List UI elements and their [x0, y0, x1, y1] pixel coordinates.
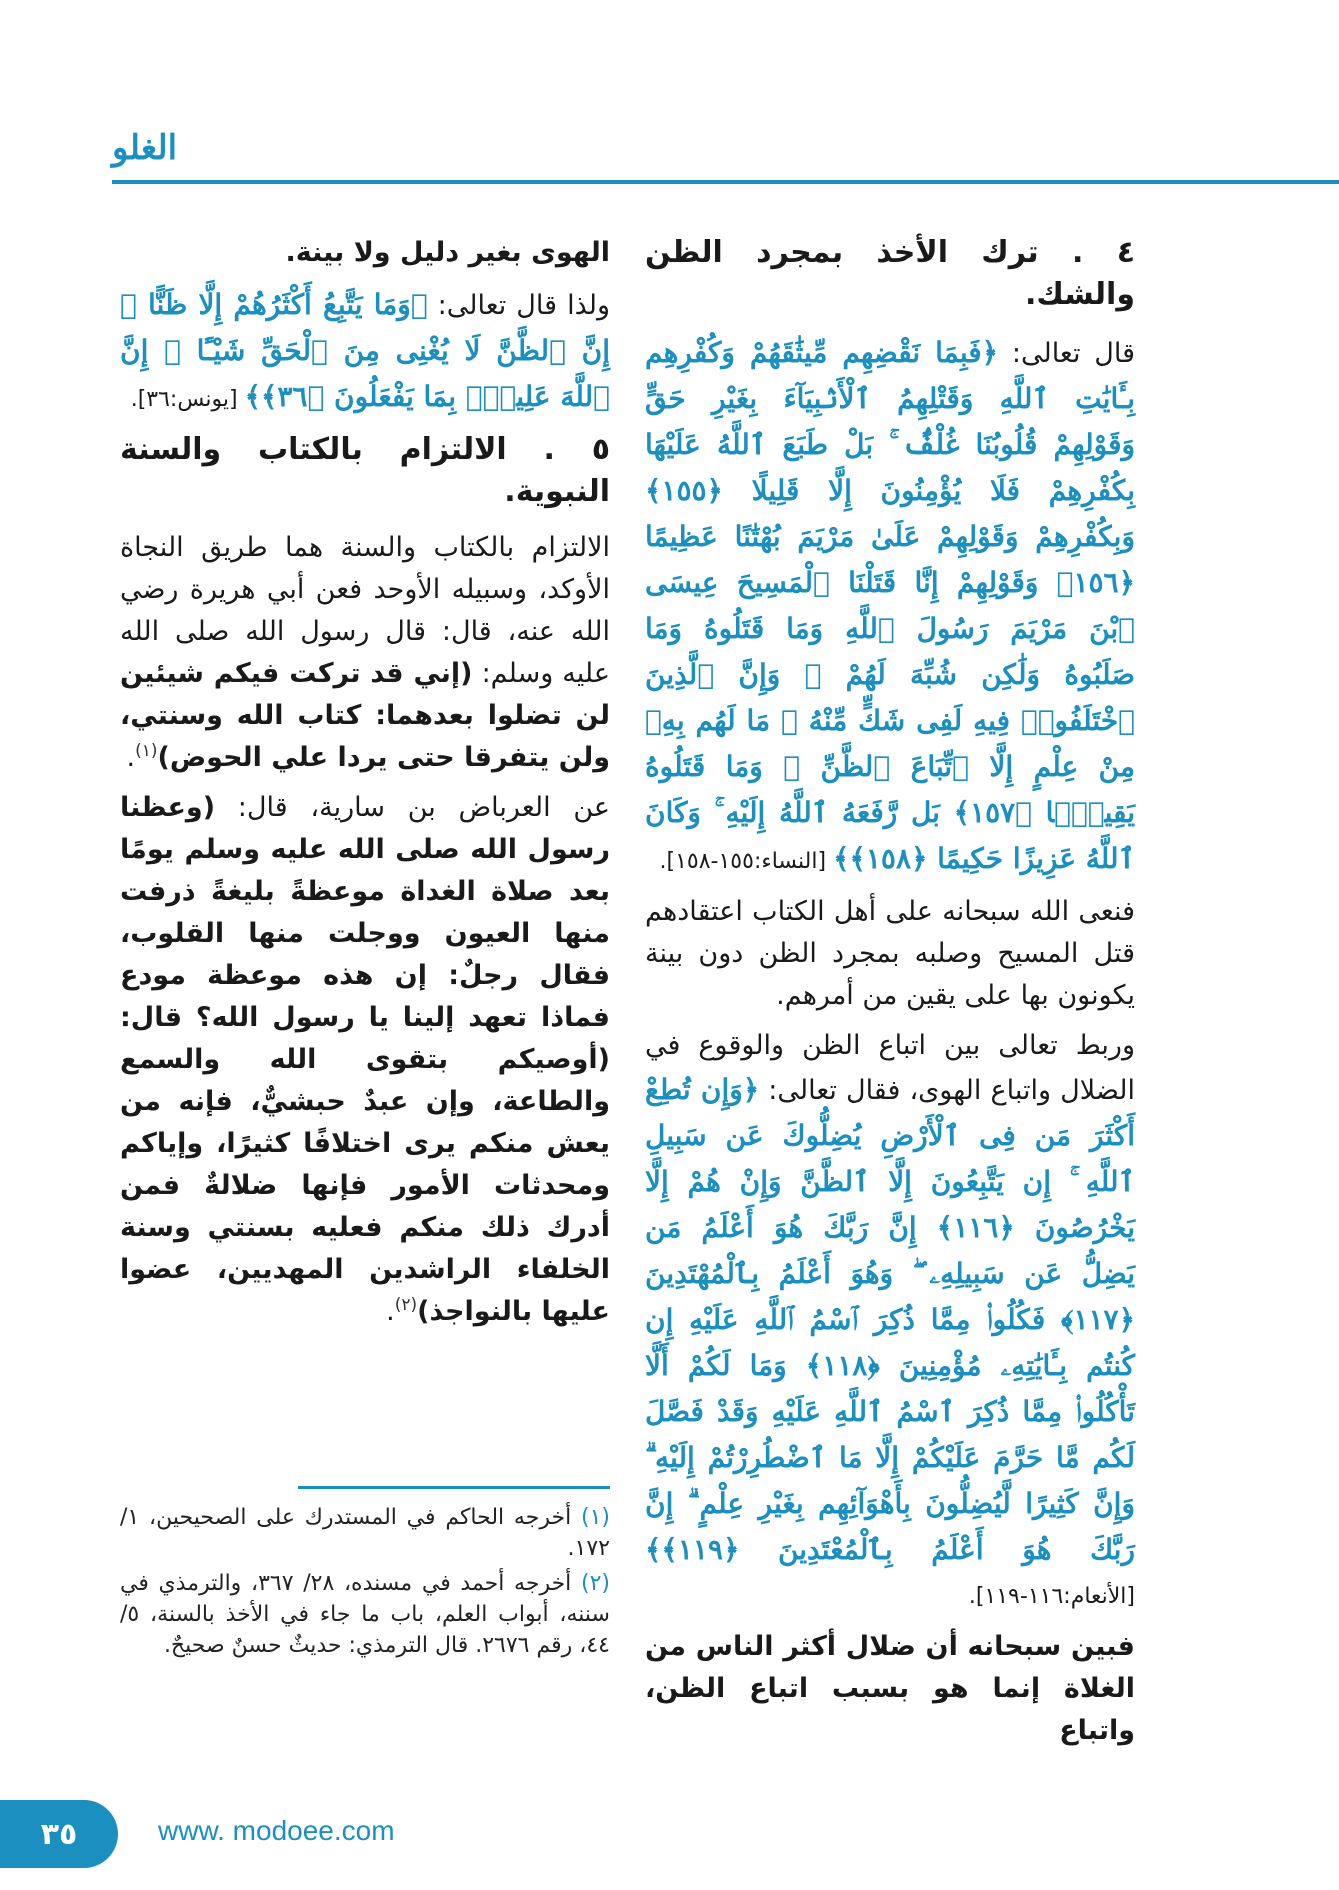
footnote-item [120, 1568, 610, 1661]
paragraph-lead: عن العرباض بن سارية، قال: [215, 792, 610, 823]
paragraph-continuation: الهوى بغير دليل ولا بينة. [285, 237, 610, 268]
hadith-text: (إني قد تركت فيكم شيئين لن تضلوا بعدهما: كتاب الله وسنتي، ولن يتفرقا حتى يردا علي الحوض) [120, 658, 610, 773]
footnote-item [120, 1502, 610, 1564]
chapter-title: الغلو [112, 128, 178, 168]
website-link[interactable]: www. modoee.com [158, 1815, 395, 1846]
footnote-divider [298, 1486, 610, 1489]
paragraph-yunus-verse [120, 282, 610, 421]
header-divider [112, 180, 1339, 184]
section-heading-4: ٤ . ترك الأخذ بمجرد الظن والشك. [645, 235, 1135, 312]
quran-verse-nisa: ﴿فَبِمَا نَقْضِهِم مِّيثَٰقَهُمْ وَكُفْرِهِم بِـَٔايَٰتِ ٱللَّهِ وَقَتْلِهِمُ ٱلْأَنۢبِيَآءَ بِغَيْرِ حَقٍّ وَقَوْلِهِمْ قُلُوبُنَا غُلْفٌۢ ۚ بَلْ طَبَعَ ٱللَّهُ عَلَيْهَا بِكُفْرِهِمْ فَلَا يُؤْمِنُونَ إِلَّا قَلِيلًا ﴿١٥٥﴾ وَبِكُفْرِهِمْ وَقَوْلِهِمْ عَلَىٰ مَرْيَمَ بُهْتَٰنًا عَظِيمًا ﴿١٥٦﴾ وَقَوْلِهِمْ إِنَّا قَتَلْنَا ٱلْمَسِيحَ عِيسَى ٱبْنَ مَرْيَمَ رَسُولَ ٱللَّهِ وَمَا قَتَلُوهُ وَمَا صَلَبُوهُ وَلَٰكِن شُبِّهَ لَهُمْ ۚ وَإِنَّ ٱلَّذِينَ ٱخْتَلَفُوا۟ فِيهِ لَفِى شَكٍّ مِّنْهُ ۚ مَا لَهُم بِهِۦ مِنْ عِلْمٍ إِلَّا ٱتِّبَاعَ ٱلظَّنِّ ۚ وَمَا قَتَلُوهُ يَقِينًۢا ﴿١٥٧﴾ بَل رَّفَعَهُ ٱللَّهُ إِلَيْهِ ۚ وَكَانَ ٱللَّهُ عَزِيزًا حَكِيمًا ﴿١٥٨﴾﴾ [645, 336, 1135, 875]
section-heading-5: ٥ . الالتزام بالكتاب والسنة النبوية. [120, 432, 610, 509]
footnote-marker: (١) [135, 741, 158, 761]
left-column [120, 232, 610, 1341]
sentence-end: . [386, 1296, 395, 1327]
footnote-text: أخرجه الحاكم في المستدرك على الصحيحين، ١/ ١٧٢. [120, 1505, 610, 1561]
verse-reference: [الأنعام:١١٦-١١٩]. [968, 1584, 1135, 1609]
paragraph-nisa-verse [645, 330, 1135, 883]
paragraph-lead: وربط تعالى بين اتباع الظن والوقوع في الضلال واتباع الهوى، فقال تعالى: [645, 1030, 1135, 1106]
hadith-text: (وعظنا رسول الله صلى الله عليه وسلم يومًا بعد صلاة الغداة موعظةً بليغةً ذرفت منها العيون ووجلت منها القلوب، فقال رجلٌ: إن هذه موعظة مودع فماذا تعهد إلينا يا رسول الله؟ قال: (أوصيكم بتقوى الله والسمع والطاعة، وإن عبدٌ حبشيٌّ، فإنه من يعش منكم يرى اختلافًا كثيرًا، وإياكم ومحدثات الأمور فإنها ضلالةٌ فمن أدرك ذلك منكم فعليه بسنتي وسنة الخلفاء الراشدين المهديين، عضوا عليها بالنواجذ) [120, 792, 610, 1327]
footnote-number: (٢) [580, 1571, 610, 1596]
quran-verse-anam: ﴿وَإِن تُطِعْ أَكْثَرَ مَن فِى ٱلْأَرْضِ يُضِلُّوكَ عَن سَبِيلِ ٱللَّهِ ۚ إِن يَتَّبِعُونَ إِلَّا ٱلظَّنَّ وَإِنْ هُمْ إِلَّا يَخْرُصُونَ ﴿١١٦﴾ إِنَّ رَبَّكَ هُوَ أَعْلَمُ مَن يَضِلُّ عَن سَبِيلِهِۦ ۖ وَهُوَ أَعْلَمُ بِٱلْمُهْتَدِينَ ﴿١١٧﴾ فَكُلُوا۟ مِمَّا ذُكِرَ ٱسْمُ ٱللَّهِ عَلَيْهِ إِن كُنتُم بِـَٔايَٰتِهِۦ مُؤْمِنِينَ ﴿١١٨﴾ وَمَا لَكُمْ أَلَّا تَأْكُلُوا۟ مِمَّا ذُكِرَ ٱسْمُ ٱللَّهِ عَلَيْهِ وَقَدْ فَصَّلَ لَكُم مَّا حَرَّمَ عَلَيْكُمْ إِلَّا مَا ٱضْطُرِرْتُمْ إِلَيْهِ ۗ وَإِنَّ كَثِيرًا لَّيُضِلُّونَ بِأَهْوَآئِهِم بِغَيْرِ عِلْمٍ ۗ إِنَّ رَبَّكَ هُوَ أَعْلَمُ بِٱلْمُعْتَدِينَ ﴿١١٩﴾﴾ [645, 1073, 1136, 1566]
sentence-end: . [126, 742, 136, 773]
page-number: ٣٥ [0, 1800, 118, 1868]
paragraph-anam-verse [645, 1025, 1135, 1618]
paragraph-lead: الالتزام بالكتاب والسنة هما طريق النجاة الأوكد، وسبيله الأوحد فعن أبي هريرة رضي الله عنه، قال: قال رسول الله صلى الله عليه وسلم: [120, 532, 610, 689]
paragraph-lead: ولذا قال تعالى: [427, 290, 611, 321]
verse-reference: [يونس:٣٦]. [130, 387, 245, 412]
footnote-number: (١) [580, 1505, 610, 1530]
paragraph-lead: قال تعالى: [998, 338, 1136, 369]
verse-reference: [النساء:١٥٥-١٥٨]. [659, 849, 834, 874]
paragraph-commentary: فنعى الله سبحانه على أهل الكتاب اعتقادهم قتل المسيح وصلبه بمجرد الظن دون بينة يكونون بها على يقين من أمرهم. [645, 896, 1135, 1011]
footnote-marker: (٢) [394, 1295, 418, 1315]
footnote-text: أخرجه أحمد في مسنده، ٢٨/ ٣٦٧، والترمذي في سننه، أبواب العلم، باب ما جاء في الأخذ بالسنة، ٥/ ٤٤، رقم ٢٦٧٦. قال الترمذي: حديثٌ حسنٌ صحيحٌ. [120, 1571, 610, 1658]
quran-verse-yunus: ﴿وَمَا يَتَّبِعُ أَكْثَرُهُمْ إِلَّا ظَنًّا ۚ إِنَّ ٱلظَّنَّ لَا يُغْنِى مِنَ ٱلْحَقِّ شَيْـًٔا ۚ إِنَّ ٱللَّهَ عَلِيمٌۢ بِمَا يَفْعَلُونَ ﴿٣٦﴾﴾ [120, 288, 610, 413]
paragraph-hadith-1 [120, 527, 610, 779]
right-column [645, 232, 1135, 1760]
paragraph-conclusion: فبين سبحانه أن ضلال أكثر الناس من الغلاة إنما هو بسبب اتباع الظن، واتباع [645, 1631, 1135, 1746]
paragraph-hadith-2 [120, 787, 610, 1333]
footnotes [120, 1502, 610, 1665]
